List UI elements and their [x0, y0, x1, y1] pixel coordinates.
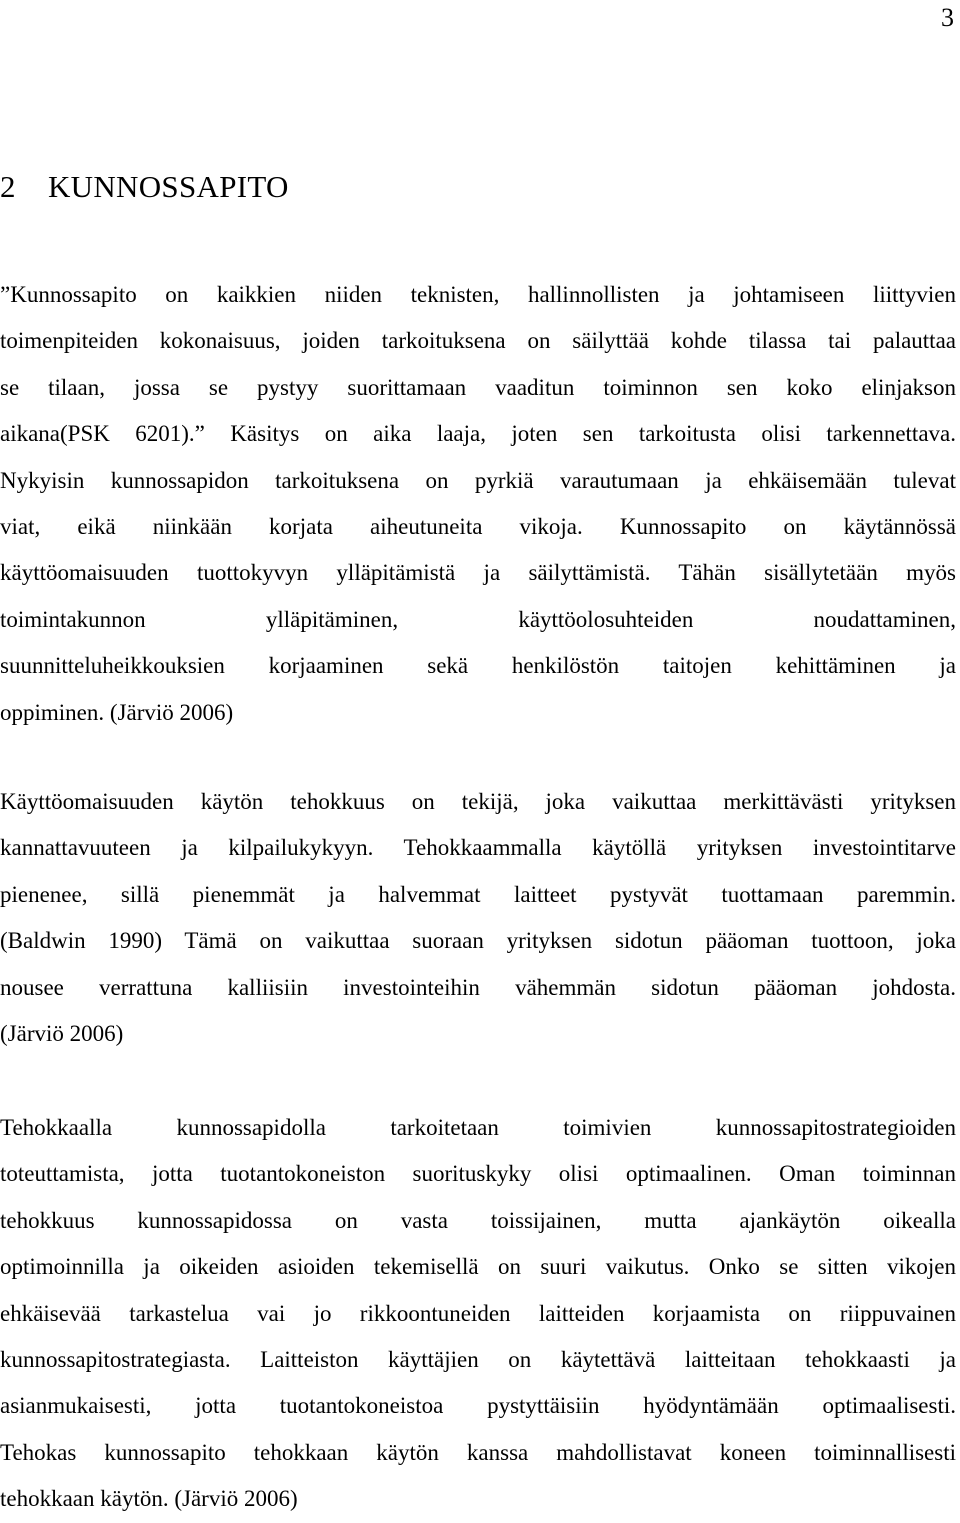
text-line: ”Kunnossapito on kaikkien niiden teknisten, hallinnollisten ja johtamiseen liittyvien — [0, 282, 956, 307]
text-line: kannattavuuteen ja kilpailukykyyn. Tehokkaammalla käytöllä yrityksen investointitarve — [0, 835, 956, 861]
text-line: aikana(PSK 6201).” Käsitys on aika laaja, joten sen tarkoitusta olisi tarkennettava. — [0, 421, 956, 447]
text-line: Käyttöomaisuuden käytön tehokkuus on tekijä, joka vaikuttaa merkittävästi yrityksen — [0, 789, 956, 814]
text-line: Tehokkaalla kunnossapidolla tarkoitetaan toimivien kunnossapitostrategioiden — [0, 1115, 956, 1140]
text-line: suunnitteluheikkouksien korjaaminen sekä henkilöstön taitojen kehittäminen ja — [0, 653, 956, 679]
text-line: pienenee, sillä pienemmät ja halvemmat laitteet pystyvät tuottamaan paremmin. — [0, 881, 956, 907]
text-line: toimenpiteiden kokonaisuus, joiden tarkoituksena on säilyttää kohde tilassa tai palauttaa — [0, 328, 956, 354]
text-line: asianmukaisesti, jotta tuotantokoneistoa pystyttäisiin hyödyntämään optimaalisesti. — [0, 1393, 956, 1419]
page-number: 3 — [941, 3, 954, 32]
text-line: (Järviö 2006) — [0, 1021, 124, 1047]
paragraph-definition — [0, 272, 956, 736]
text-line: viat, eikä niinkään korjata aiheutuneita vikoja. Kunnossapito on käytännössä — [0, 514, 956, 540]
text-line: tehokkuus kunnossapidossa on vasta toissijainen, mutta ajankäytön oikealla — [0, 1207, 956, 1233]
text-line: toteuttamista, jotta tuotantokoneiston suorituskyky olisi optimaalinen. Oman toiminnan — [0, 1161, 956, 1187]
text-line: ehkäisevää tarkastelua vai jo rikkoontuneiden laitteiden korjaamista on riippuvainen — [0, 1300, 956, 1326]
paragraph-asset-efficiency — [0, 779, 956, 1057]
text-line: optimoinnilla ja oikeiden asioiden tekemisellä on suuri vaikutus. Onko se sitten vikojen — [0, 1254, 956, 1280]
text-line: nousee verrattuna kalliisiin investointeihin vähemmän sidotun pääoman johdosta. — [0, 974, 956, 1000]
paragraph-effective-maintenance — [0, 1105, 956, 1523]
text-line: Tehokas kunnossapito tehokkaan käytön kanssa mahdollistavat koneen toiminnallisesti — [0, 1439, 956, 1465]
text-line: tehokkaan käytön. (Järviö 2006) — [0, 1486, 298, 1512]
text-line: (Baldwin 1990) Tämä on vaikuttaa suoraan yrityksen sidotun pääoman tuottoon, joka — [0, 928, 956, 954]
section-heading: 2 KUNNOSSAPITO — [0, 169, 289, 204]
text-line: oppiminen. (Järviö 2006) — [0, 699, 234, 725]
text-line: toimintakunnon ylläpitäminen, käyttöolosuhteiden noudattaminen, — [0, 606, 956, 632]
text-line: kunnossapitostrategiasta. Laitteiston käyttäjien on käytettävä laitteitaan tehokkaasti ja — [0, 1347, 956, 1373]
text-line: Nykyisin kunnossapidon tarkoituksena on pyrkiä varautumaan ja ehkäisemään tulevat — [0, 467, 956, 493]
text-line: se tilaan, jossa se pystyy suorittamaan vaaditun toiminnon sen koko elinjakson — [0, 374, 956, 400]
text-line: käyttöomaisuuden tuottokyvyn ylläpitämistä ja säilyttämistä. Tähän sisällytetään myös — [0, 560, 956, 586]
